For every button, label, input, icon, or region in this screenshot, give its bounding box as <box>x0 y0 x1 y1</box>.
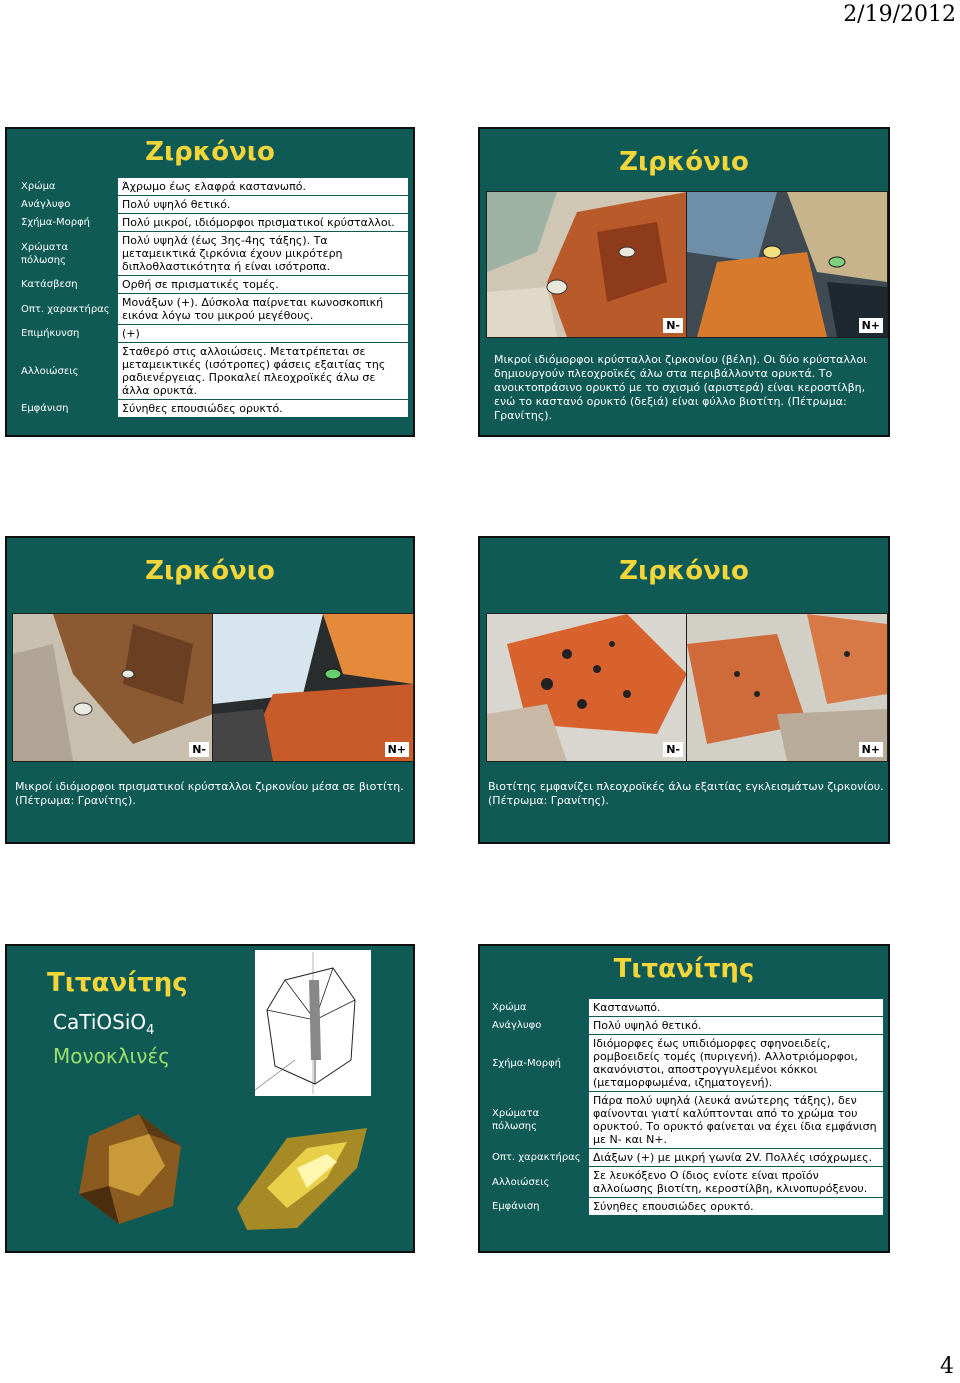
property-row <box>488 999 884 1017</box>
micrograph-xpl <box>212 613 414 762</box>
crystal-system: Μονοκλινές <box>53 1044 171 1068</box>
label-ppl: N- <box>663 742 683 757</box>
slide-zircon-photo-2 <box>5 536 415 844</box>
slide-title: Τιτανίτης <box>47 968 188 998</box>
property-value: Πάρα πολύ υψηλά (λευκά ανώτερης τάξης), δεν φαίνονται γιατί καλύπτονται από το χρώμα του ορυκτού. Το ορυκτό φαίνεται να έχει ίδια εμφάνιση με N- και N+. <box>589 1092 884 1149</box>
property-value: Ορθή σε πρισματικές τομές. <box>118 276 409 294</box>
slide-title: Ζιρκόνιο <box>145 556 275 586</box>
slide-titanite-properties <box>478 944 890 1253</box>
property-value: Σταθερό στις αλλοιώσεις. Μετατρέπεται σε μεταμεικτικές (ισότροπες) φάσεις εξαιτίας της ραδιενέργειας. Προκαλεί πλεοχροϊκές άλω σε άλλα ορυκτά. <box>118 343 409 400</box>
properties-table <box>488 998 884 1216</box>
slide-title: Ζιρκόνιο <box>145 137 275 167</box>
property-row <box>488 1149 884 1167</box>
property-key: Οπτ. χαρακτήρας <box>492 1152 581 1163</box>
label-ppl: N- <box>663 318 683 333</box>
property-value: Άχρωμο έως ελαφρά καστανωπό. <box>118 178 409 196</box>
property-row <box>488 1017 884 1035</box>
formula-subscript: 4 <box>146 1023 155 1038</box>
property-row <box>488 1198 884 1216</box>
property-row <box>17 276 409 294</box>
property-value: Σύνηθες επουσιώδες ορυκτό. <box>118 400 409 418</box>
property-key: Χρώματα πόλωσης <box>21 241 69 266</box>
property-key: Αλλοιώσεις <box>21 365 79 377</box>
crystal-diagram <box>255 950 371 1096</box>
property-key: Εμφάνιση <box>21 403 69 414</box>
property-row <box>488 1167 884 1198</box>
label-ppl: N- <box>189 742 209 757</box>
crystal-photo-2 <box>227 1118 377 1238</box>
slide-zircon-photo-3 <box>478 536 890 844</box>
property-key: Επιμήκυνση <box>21 328 80 339</box>
formula-main: CaTiOSiO <box>53 1010 147 1034</box>
property-value: Σε λευκόξενο Ο ίδιος ενίοτε είναι προϊόν αλλοίωσης βιοτίτη, κεροστίλβη, κλινοπυρόξενου. <box>589 1167 884 1198</box>
property-key: Ανάγλυφο <box>21 199 71 210</box>
micrograph-ppl <box>12 613 214 762</box>
property-key: Σχήμα-Μορφή <box>492 1057 562 1069</box>
property-row <box>488 1092 884 1149</box>
page-number: 4 <box>940 1354 954 1379</box>
slide-zircon-photo-1 <box>478 127 890 437</box>
chemical-formula <box>53 1010 154 1038</box>
property-row <box>17 214 409 232</box>
property-key: Χρώμα <box>21 181 56 192</box>
property-value: Πολύ υψηλό θετικό. <box>118 196 409 214</box>
label-ppl-2: N+ <box>859 742 883 757</box>
property-value: Καστανωπό. <box>589 999 884 1017</box>
slide-title: Ζιρκόνιο <box>619 147 749 177</box>
properties-table <box>17 177 409 418</box>
property-row <box>488 1035 884 1092</box>
slide-caption: Μικροί ιδιόμορφοι πρισματικοί κρύσταλλοι ζιρκονίου μέσα σε βιοτίτη. (Πέτρωμα: Γρανίτης). <box>15 780 404 807</box>
slide-title: Τιτανίτης <box>613 954 755 984</box>
crystal-photo-1 <box>69 1106 193 1230</box>
slide-caption: Μικροί ιδιόμορφοι κρύσταλλοι ζιρκονίου (βέλη). Οι δύο κρύσταλλοι δημιουργούν πλεοχροϊκές άλω στα περιβάλλοντα ορυκτά. Το ανοικτοπράσινο ορυκτό με το σχισμό (αριστερά) είναι κεροστίλβη, ενώ το καστανό ορυκτό (δεξιά) είναι φύλλο βιοτίτη. (Πέτρωμα: Γρανίτης). <box>494 353 867 422</box>
property-value: Ιδιόμορφες έως υπιδιόμορφες σφηνοειδείς, ρομβοειδείς τομές (πυριγενή). Αλλοτριόμορφοι, ακανόνιστοι, αποστρογγυλεμένοι κόκκοι (μεταμορφωμένα, ιζηματογενή). <box>589 1035 884 1092</box>
property-key: Κατάσβεση <box>21 279 78 290</box>
page-date: 2/19/2012 <box>843 2 956 27</box>
property-row <box>17 196 409 214</box>
property-key: Χρώμα <box>492 1002 527 1013</box>
micrograph-ppl <box>486 191 688 338</box>
property-key: Οπτ. χαρακτήρας <box>21 303 110 315</box>
property-key: Ανάγλυφο <box>492 1020 542 1031</box>
property-value: Πολύ μικροί, ιδιόμορφοι πρισματικοί κρύσταλλοι. <box>118 214 409 232</box>
property-value: Σύνηθες επουσιώδες ορυκτό. <box>589 1198 884 1216</box>
property-row <box>17 325 409 343</box>
property-row <box>17 294 409 325</box>
label-xpl: N+ <box>859 318 883 333</box>
property-value: Πολύ υψηλό θετικό. <box>589 1017 884 1035</box>
property-key: Αλλοιώσεις <box>492 1176 550 1188</box>
property-row <box>17 400 409 418</box>
property-value: Μονάξων (+). Δύσκολα παίρνεται κωνοσκοπική εικόνα λόγω του μικρού μεγέθους. <box>118 294 409 325</box>
label-xpl: N+ <box>385 742 409 757</box>
micrograph-ppl <box>486 613 688 762</box>
property-key: Εμφάνιση <box>492 1201 540 1212</box>
slide-titanite-overview <box>5 944 415 1253</box>
slide-zircon-properties <box>5 127 415 437</box>
property-key: Σχήμα-Μορφή <box>21 217 91 228</box>
property-value: Διάξων (+) με μικρή γωνία 2V. Πολλές ισόχρωμες. <box>589 1149 884 1167</box>
property-value: (+) <box>118 325 409 343</box>
property-row <box>17 178 409 196</box>
property-value: Πολύ υψηλά (έως 3ης-4ης τάξης). Τα μεταμεικτικά ζιρκόνια έχουν μικρότερη διπλοθλαστικότητα ή είναι ισότροπα. <box>118 232 409 276</box>
property-row <box>17 343 409 400</box>
micrograph-xpl <box>686 191 888 338</box>
slide-caption: Βιοτίτης εμφανίζει πλεοχροϊκές άλω εξαιτίας εγκλεισμάτων ζιρκονίου. (Πέτρωμα: Γρανίτης). <box>488 780 884 807</box>
micrograph-ppl-2 <box>686 613 888 762</box>
slide-title: Ζιρκόνιο <box>619 556 749 586</box>
property-key: Χρώματα πόλωσης <box>492 1108 540 1132</box>
property-row <box>17 232 409 276</box>
